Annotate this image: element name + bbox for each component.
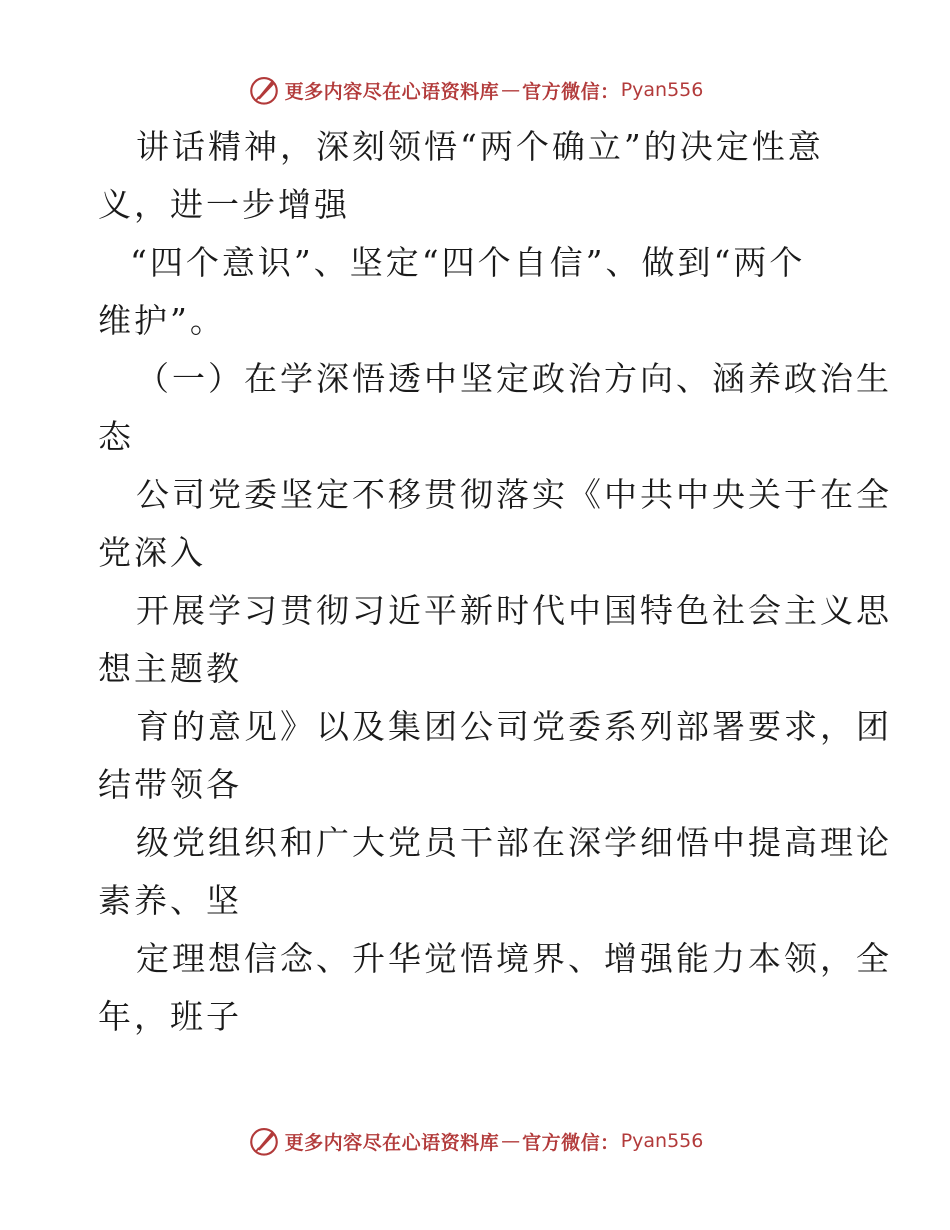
text-line-14: 素养、坚 (98, 881, 242, 920)
text-line-9: 开展学习贯彻习近平新时代中国特色社会主义思 (136, 591, 892, 630)
text-line-13: 级党组织和广大党员干部在深学细悟中提高理论 (136, 823, 892, 862)
header-watermark (0, 72, 950, 108)
footer-watermark (0, 1123, 950, 1159)
watermark-label: 官方微信： (522, 1131, 620, 1154)
text-line-16: 年，班子 (98, 997, 242, 1036)
text-line-15: 定理想信念、升华觉悟境界、增强能力本领，全 (136, 939, 892, 978)
watermark-label: 官方微信： (522, 80, 620, 103)
quill-logo-icon (247, 73, 281, 107)
watermark-title: 更多内容尽在心语资料库 (284, 80, 500, 103)
text-line-3: “四个意识”、坚定“四个自信”、做到“两个 (130, 243, 806, 282)
watermark-id: Pyan556 (620, 1130, 704, 1152)
text-line-4: 维护”。 (98, 301, 226, 340)
watermark-dash: — (501, 79, 521, 101)
text-line-12: 结带领各 (98, 765, 242, 804)
section-heading-1-cont: 态 (98, 417, 134, 456)
text-line-2: 义，进一步增强 (98, 185, 350, 224)
section-heading-1: （一）在学深悟透中坚定政治方向、涵养政治生 (136, 359, 892, 398)
watermark-title: 更多内容尽在心语资料库 (284, 1131, 500, 1154)
watermark-id: Pyan556 (620, 79, 704, 101)
text-line-10: 想主题教 (98, 649, 242, 688)
quill-logo-icon (247, 1124, 281, 1158)
text-line-8: 党深入 (98, 533, 206, 572)
document-body (98, 118, 892, 1046)
text-line-7: 公司党委坚定不移贯彻落实《中共中央关于在全 (136, 475, 892, 514)
watermark-dash: — (501, 1130, 521, 1152)
text-line-1: 讲话精神，深刻领悟“两个确立”的决定性意 (136, 127, 824, 166)
text-line-11: 育的意见》以及集团公司党委系列部署要求，团 (136, 707, 892, 746)
